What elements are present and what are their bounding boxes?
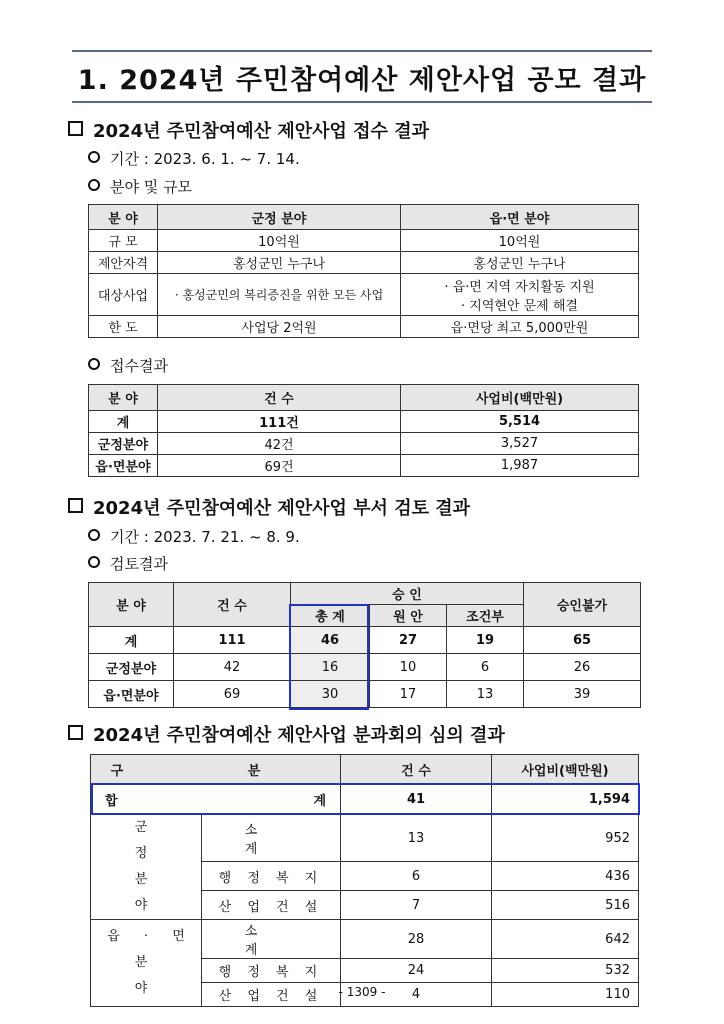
section-3-text: 2024년 주민참여예산 제안사업 분과회의 심의 결과	[93, 725, 505, 746]
review-cell: 10	[370, 654, 447, 681]
delib-cell: 4	[341, 983, 492, 1007]
delib-group2-a: 읍 · 면	[107, 929, 195, 944]
review-cell: 46	[291, 627, 370, 654]
review-cell: 69	[174, 681, 291, 708]
checkbox-square-icon	[68, 725, 83, 740]
title-bottom-rule	[72, 101, 652, 103]
scope-cell: 사업당 2억원	[158, 316, 401, 338]
scope-cell: 한 도	[89, 316, 158, 338]
review-cell: 읍·면분야	[89, 681, 174, 708]
review-cell: 계	[89, 627, 174, 654]
intake-cell: 5,514	[401, 411, 639, 433]
delib-cell: 532	[492, 959, 639, 983]
delib-cell: 28	[341, 920, 492, 959]
delib-cell: 952	[492, 815, 639, 862]
section-1-text: 2024년 주민참여예산 제안사업 접수 결과	[93, 121, 429, 142]
scope-cell: 홍성군민 누구나	[158, 252, 401, 274]
review-h-conditional: 조건부	[447, 605, 524, 627]
checkbox-square-icon	[68, 498, 83, 513]
scope-cell: 10억원	[401, 230, 639, 252]
intake-cell: 계	[89, 411, 158, 433]
review-cell: 39	[524, 681, 641, 708]
delib-cell: 24	[341, 959, 492, 983]
review-cell: 65	[524, 627, 641, 654]
delib-cell: 산 업 건 설	[202, 983, 341, 1007]
review-cell: 30	[291, 681, 370, 708]
sec2-result-label	[88, 553, 168, 574]
circle-bullet-icon	[88, 179, 100, 191]
scope-h1: 군정 분야	[158, 205, 401, 230]
sec1-result-text: 접수결과	[110, 357, 168, 375]
scope-line: · 지역현안 문제 해결	[461, 298, 578, 314]
delib-total-a: 합	[105, 794, 118, 809]
intake-cell: 읍·면분야	[89, 455, 158, 477]
delib-total-count: 41	[341, 785, 492, 815]
scope-line: · 읍·면 지역 자치활동 지원	[444, 279, 595, 295]
delib-group1-label	[91, 815, 202, 920]
delib-cell: 110	[492, 983, 639, 1007]
title-top-rule	[72, 50, 652, 52]
sec2-period-text: 기간 : 2023. 7. 21. ~ 8. 9.	[110, 528, 300, 546]
delib-cell: 행 정 복 지	[202, 959, 341, 983]
review-cell: 19	[447, 627, 524, 654]
delib-cell: 7	[341, 891, 492, 920]
review-h-total: 총 계	[291, 605, 370, 627]
page-title: 1. 2024년 주민참여예산 제안사업 공모 결과	[77, 65, 647, 96]
circle-bullet-icon	[88, 556, 100, 568]
scope-cell: 10억원	[158, 230, 401, 252]
delib-cell: 642	[492, 920, 639, 959]
scope-cell: 읍·면당 최고 5,000만원	[401, 316, 639, 338]
sec1-period	[88, 148, 300, 169]
section-heading-3	[68, 721, 505, 747]
review-cell: 17	[370, 681, 447, 708]
circle-bullet-icon	[88, 529, 100, 541]
scope-cell: 대상사업	[89, 274, 158, 316]
review-cell: 6	[447, 654, 524, 681]
intake-cell: 69건	[158, 455, 401, 477]
review-h-approve: 승 인	[291, 583, 524, 605]
delib-total-b: 계	[313, 794, 326, 809]
delib-cell: 6	[341, 862, 492, 891]
delib-h-budget: 사업비(백만원)	[492, 755, 639, 785]
section-2-text: 2024년 주민참여예산 제안사업 부서 검토 결과	[93, 498, 471, 519]
delib-cell: 436	[492, 862, 639, 891]
sec1-period-text: 기간 : 2023. 6. 1. ~ 7. 14.	[110, 150, 300, 168]
page-number: - 1309 -	[338, 985, 386, 999]
review-cell: 42	[174, 654, 291, 681]
review-h-original: 원 안	[370, 605, 447, 627]
sec1-result-label	[88, 355, 168, 376]
review-cell: 111	[174, 627, 291, 654]
sec1-scope-label	[88, 176, 192, 197]
delib-group2-b: 분 야	[134, 955, 178, 996]
delib-cell: 13	[341, 815, 492, 862]
intake-h2: 사업비(백만원)	[401, 385, 639, 411]
scope-cell-multiline	[401, 274, 639, 316]
section-heading-2	[68, 494, 470, 520]
total-column-highlight	[289, 604, 369, 710]
intake-h1: 건 수	[158, 385, 401, 411]
section-heading-1	[68, 117, 429, 143]
intake-cell: 군정분야	[89, 433, 158, 455]
review-cell: 26	[524, 654, 641, 681]
review-h-reject: 승인불가	[524, 583, 641, 627]
review-h-field: 분 야	[89, 583, 174, 627]
delib-cell: 행 정 복 지	[202, 862, 341, 891]
scope-cell: 제안자격	[89, 252, 158, 274]
intake-cell: 42건	[158, 433, 401, 455]
delib-group1-a: 군 정	[134, 820, 178, 861]
total-row-highlight	[91, 783, 640, 815]
delib-cell: 소 계	[202, 920, 341, 959]
scope-h0: 분 야	[89, 205, 158, 230]
sec2-result-text: 검토결과	[110, 555, 168, 573]
intake-result-table	[88, 384, 639, 477]
review-cell: 16	[291, 654, 370, 681]
sec2-period	[88, 526, 300, 547]
circle-bullet-icon	[88, 358, 100, 370]
review-cell: 군정분야	[89, 654, 174, 681]
review-h-count: 건 수	[174, 583, 291, 627]
intake-cell: 1,987	[401, 455, 639, 477]
checkbox-square-icon	[68, 121, 83, 136]
review-cell: 13	[447, 681, 524, 708]
scope-cell: 규 모	[89, 230, 158, 252]
sec1-scope-text: 분야 및 규모	[110, 178, 192, 196]
scope-cell: 홍성군민 누구나	[401, 252, 639, 274]
delib-cell: 516	[492, 891, 639, 920]
intake-h0: 분 야	[89, 385, 158, 411]
scope-h2: 읍·면 분야	[401, 205, 639, 230]
scope-table	[88, 204, 639, 338]
intake-cell: 111건	[158, 411, 401, 433]
circle-bullet-icon	[88, 151, 100, 163]
review-cell: 27	[370, 627, 447, 654]
intake-cell: 3,527	[401, 433, 639, 455]
delib-group1-b: 분 야	[134, 872, 178, 913]
delib-total-budget: 1,594	[492, 785, 639, 815]
delib-h-count: 건 수	[341, 755, 492, 785]
scope-cell: · 홍성군민의 복리증진을 위한 모든 사업	[158, 274, 401, 316]
delib-cell: 산 업 건 설	[202, 891, 341, 920]
delib-h-cat: 구 분	[91, 755, 341, 785]
delib-cell: 소 계	[202, 815, 341, 862]
